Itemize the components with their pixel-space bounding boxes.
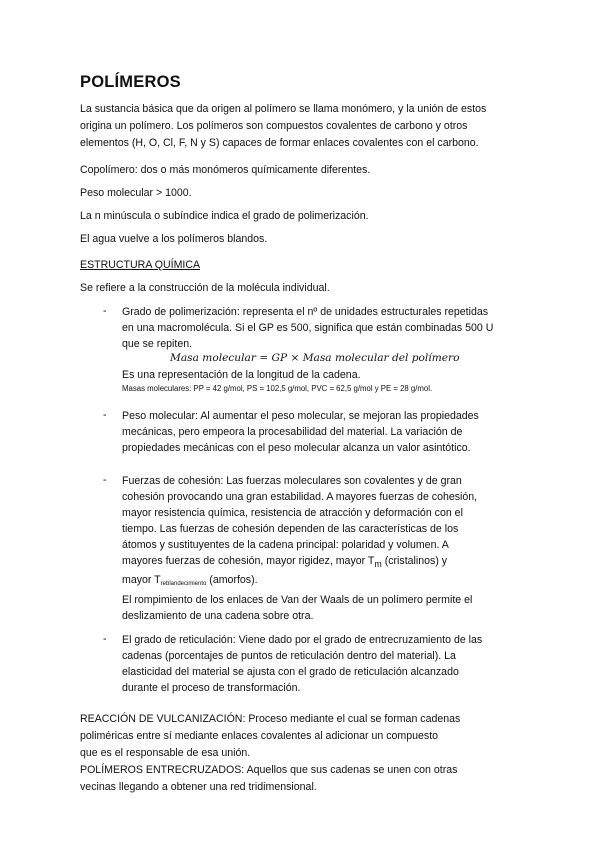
bullet-dash: - [103,305,107,317]
definition-line: POLÍMEROS ENTRECRUZADOS: Aquellos que sus cadenas se unen con otras [80,764,458,776]
peso-molecular-text: Peso molecular > 1000. [80,187,192,199]
item-line: cohesión provocando una gran estabilidad. A mayores fuerzas de cohesión, [122,491,478,503]
reticulacion-item [122,632,482,696]
item-line: Peso molecular: Al aumentar el peso molecular, se mejoran las propiedades [122,410,479,422]
grado-polimerizacion-item [122,304,493,352]
representacion-text: Es una representación de la longitud de la cadena. [122,369,361,381]
intro-paragraph [80,101,486,152]
bullet-dash: - [103,409,107,421]
item-line: tiempo. Las fuerzas de cohesión dependen de las características de los [122,523,459,535]
section-intro: Se refiere a la construcción de la molécula individual. [80,282,330,294]
peso-molecular-item [122,408,479,456]
subscript: m [374,559,382,570]
item-line [122,572,477,592]
subscript: reblandecimiento [160,581,207,588]
item-line: El rompimiento de los enlaces de Van der Waals de un polímero permite el [122,594,473,607]
section-heading: ESTRUCTURA QUÍMICA [80,259,201,271]
bullet-dash: - [103,474,107,486]
line-text: mayor T [122,574,161,587]
line-text: mayores fuerzas de cohesión, mayor rigidez, mayor T [122,555,375,567]
item-line: cadenas (porcentajes de puntos de reticulación dentro del material). La [122,650,456,662]
n-minuscula-text: La n minúscula o subíndice indica el grado de polimerización. [80,210,369,222]
definition-line: que es el responsable de esa unión. [80,747,251,759]
item-line: Fuerzas de cohesión: Las fuerzas moleculares son covalentes y de gran [122,475,462,487]
item-line: que se repiten. [122,338,193,350]
item-line: deslizamiento de una cadena sobre otra. [122,610,314,623]
intro-line: origina un polímero. Los polímeros son compuestos covalentes de carbono y otros [80,120,468,132]
page-title: POLÍMEROS [80,73,181,91]
definition-line: poliméricas entre sí mediante enlaces covalentes al adicionar un compuesto [80,730,439,742]
item-line: durante el proceso de transformación. [122,682,301,694]
item-line: mecánicas, pero empeora la procesabilidad del material. La variación de [122,426,463,438]
definition-line: vecinas llegando a obtener una red tridimensional. [80,781,317,793]
fuerzas-cohesion-item [122,473,477,624]
masas-moleculares-note: Masas moleculares: PP = 42 g/mol, PS = 102,5 g/mol, PVC = 62,5 g/mol y PE = 28 g/mol. [122,384,433,393]
definition-line: REACCIÓN DE VULCANIZACIÓN: Proceso mediante el cual se forman cadenas [80,713,461,725]
line-text: (cristalinos) y [381,555,448,567]
item-line: Grado de polimerización: representa el nº de unidades estructurales repetidas [122,306,489,318]
item-line [122,553,477,572]
item-line: El grado de reticulación: Viene dado por el grado de entrecruzamiento de las [122,634,483,646]
bottom-definitions [80,711,460,796]
formula: Masa molecular = GP × Masa molecular del polímero [170,352,460,364]
line-text: (amorfos). [206,574,258,587]
item-line: en una macromolécula. Si el GP es 500, significa que están combinadas 500 U [122,322,494,334]
intro-line: elementos (H, O, Cl, F, N y S) capaces de formar enlaces covalentes con el carbono. [80,137,479,149]
copolimero-text: Copolímero: dos o más monómeros químicamente diferentes. [80,164,371,176]
bullet-dash: - [103,633,107,645]
item-line: átomos y sustituyentes de la cadena principal: polaridad y volumen. A [122,539,449,551]
intro-line: La sustancia básica que da origen al polímero se llama monómero, y la unión de estos [80,103,487,115]
item-line: mayor resistencia química, resistencia de atracción y deformación con el [122,507,463,519]
agua-text: El agua vuelve a los polímeros blandos. [80,233,268,245]
item-line: elasticidad del material se ajusta con el grado de reticulación alcanzado [122,666,459,678]
item-line: propiedades mecánicas con el peso molecular alcanza un valor asintótico. [122,442,471,454]
